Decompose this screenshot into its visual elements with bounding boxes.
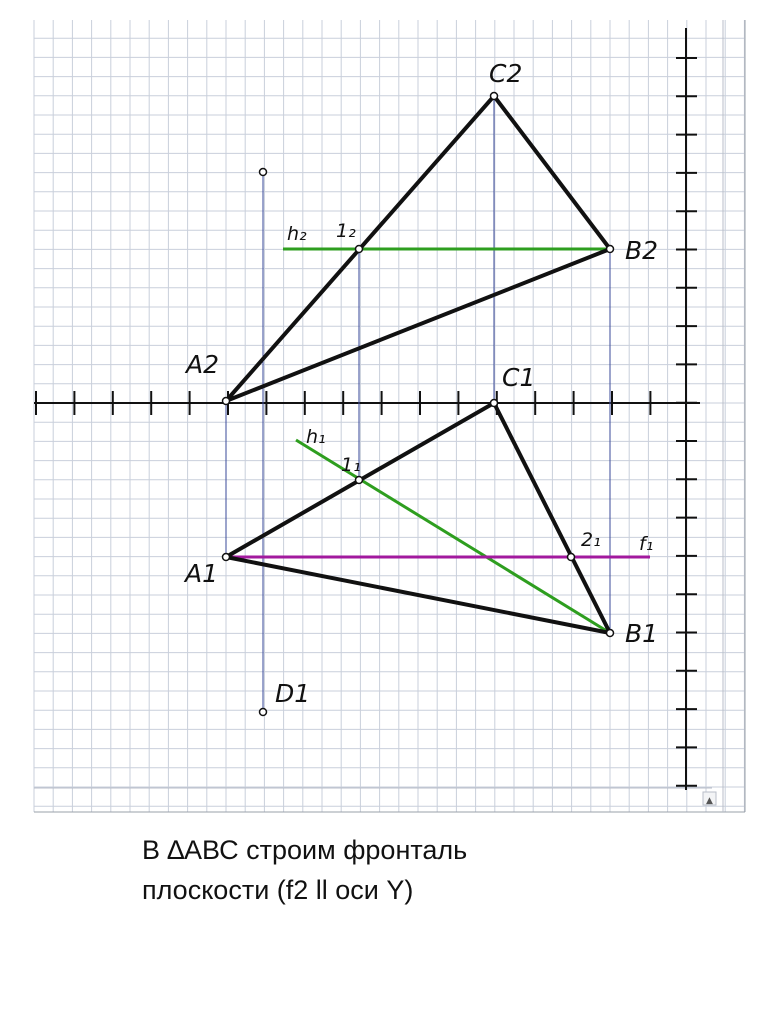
point-2-1 [568, 554, 575, 561]
point-a1 [223, 554, 230, 561]
label-b2: B2 [625, 236, 659, 265]
label-a1: A1 [185, 559, 219, 588]
point-1-2 [356, 246, 363, 253]
scroll-corner-glyph: ▲ [706, 796, 713, 806]
label-1-2: 1₂ [336, 220, 356, 242]
label-c2: C2 [489, 59, 523, 88]
y-axis [676, 28, 697, 790]
point-b2 [607, 246, 614, 253]
label-2-1: 2₁ [581, 529, 601, 551]
label-h1: h₁ [306, 426, 326, 448]
label-1-1: 1₁ [341, 454, 361, 476]
label-b1: B1 [625, 619, 659, 648]
point-d-top [260, 169, 267, 176]
label-d1: D1 [275, 679, 311, 708]
point-c2 [491, 93, 498, 100]
caption-line-1: В ∆АВС строим фронталь [142, 835, 468, 865]
label-h2: h₂ [287, 223, 307, 245]
point-c1 [491, 400, 498, 407]
label-a2: A2 [186, 350, 220, 379]
point-d1 [260, 709, 267, 716]
grid [34, 20, 745, 812]
x-axis [34, 391, 700, 415]
point-a2 [223, 398, 230, 405]
caption-line-2: плоскости (f2 ll оси Y) [142, 875, 414, 905]
point-b1 [607, 630, 614, 637]
point-1-1 [356, 477, 363, 484]
label-f1: f₁ [639, 533, 654, 555]
label-c1: C1 [502, 363, 536, 392]
slide-caption [142, 830, 702, 910]
